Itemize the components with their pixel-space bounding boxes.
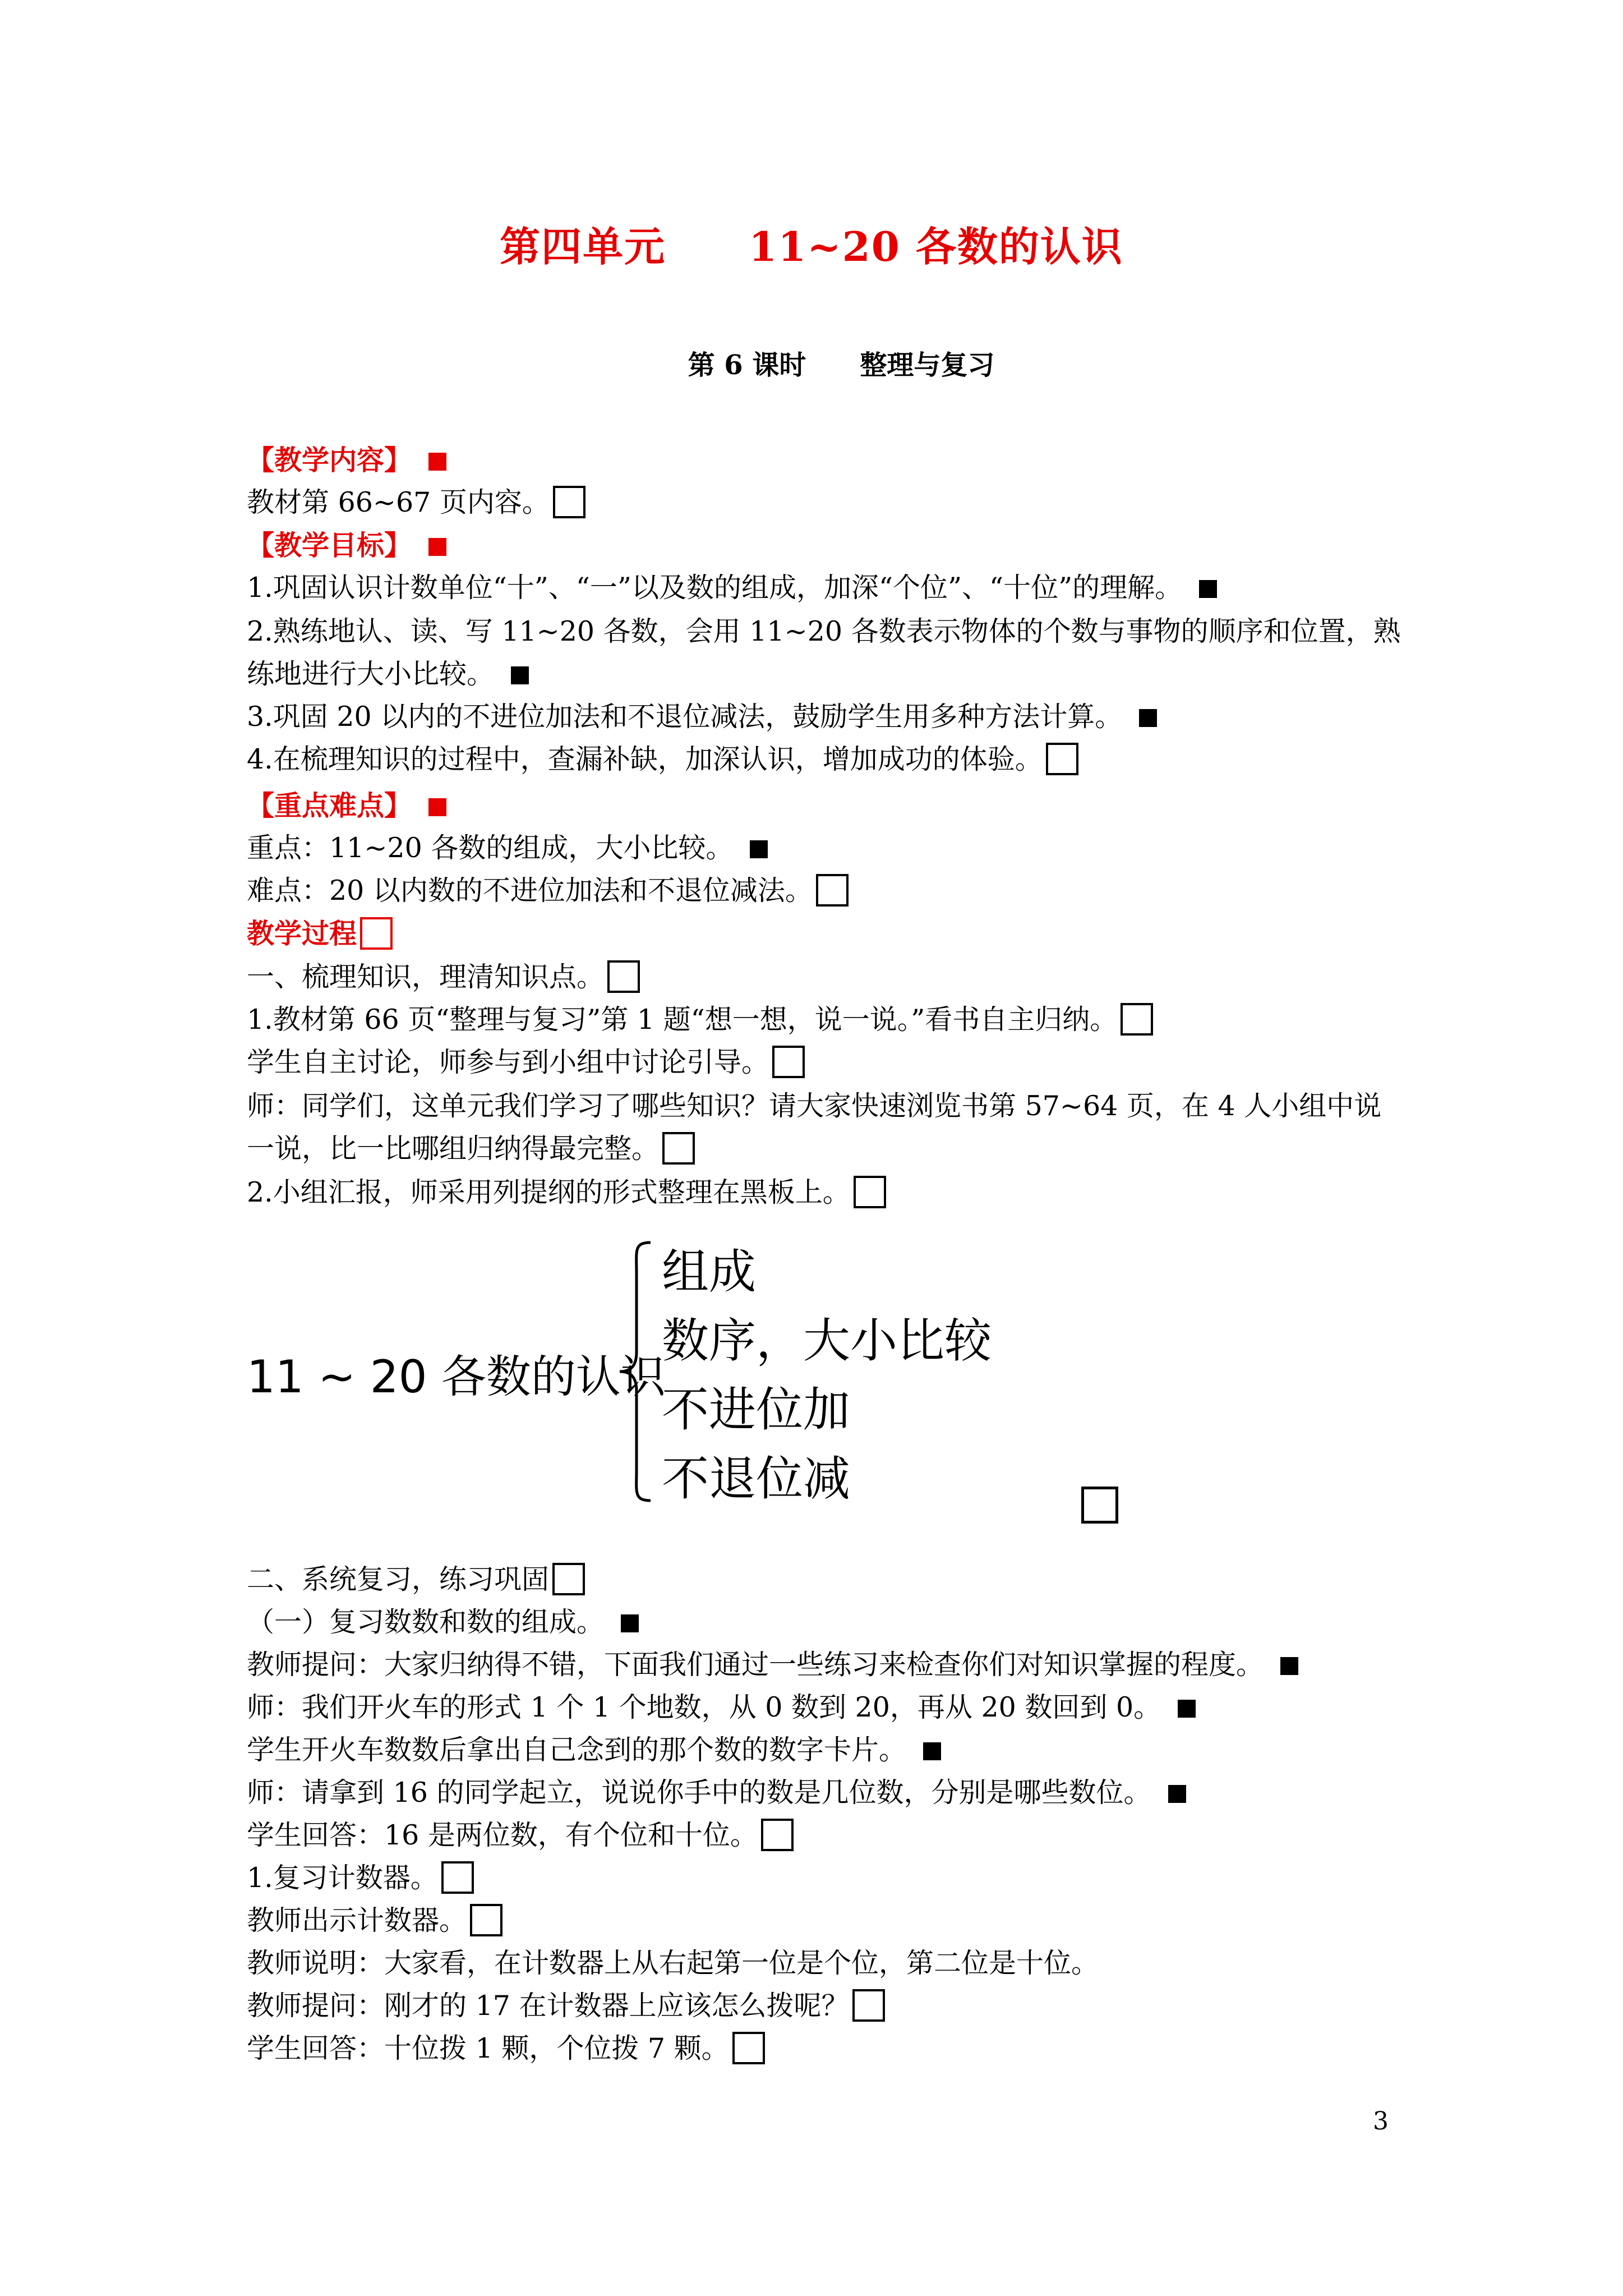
- empty-square-icon: [662, 1132, 695, 1165]
- empty-square-icon: [852, 1989, 885, 2022]
- section-heading: 【重点难点】: [247, 789, 412, 822]
- text-line: [247, 1690, 1196, 1726]
- empty-square-icon: [553, 486, 585, 518]
- line-text: 教师说明：大家看，在计数器上从右起第一位是个位，第二位是十位。: [247, 1947, 1099, 1979]
- text-line: [247, 1945, 1099, 1981]
- line-text: 3.巩固 20 以内的不进位加法和不退位减法，鼓励学生用多种方法计算。: [247, 701, 1123, 733]
- filled-square-icon: [923, 1742, 941, 1760]
- diagram-item-addition: 不进位加: [662, 1382, 851, 1437]
- empty-square-icon: [552, 1563, 585, 1595]
- diagram-item-subtraction: 不退位减: [662, 1451, 851, 1506]
- filled-square-icon: [621, 1614, 639, 1632]
- filled-square-icon: [1168, 1785, 1186, 1803]
- filled-square-icon: [1199, 580, 1217, 598]
- text-line: [247, 873, 849, 909]
- line-text: 一、梳理知识，理清知识点。: [247, 961, 605, 993]
- empty-square-icon: [761, 1819, 794, 1851]
- line-text: 1.巩固认识计数单位“十”、“一”以及数的组成，加深“个位”、“十位”的理解。: [247, 572, 1183, 604]
- text-line: [247, 656, 529, 692]
- red-square-icon: [360, 917, 393, 950]
- line-text: 学生回答：十位拨 1 颗，个位拨 7 颗。: [247, 2032, 729, 2064]
- line-text: 难点：20 以内数的不进位加法和不退位减法。: [247, 875, 813, 907]
- text-line: [247, 1002, 1153, 1038]
- red-filled-square-icon: [428, 538, 446, 556]
- line-text: 教材第 66~67 页内容。: [247, 486, 550, 518]
- text-line: [247, 1045, 805, 1080]
- outline-diagram: [247, 1223, 1032, 1537]
- brace-icon: [617, 1240, 656, 1503]
- line-text: 2.熟练地认、读、写 11~20 各数，会用 11~20 各数表示物体的个数与事物的顺序和位置，熟: [247, 615, 1401, 647]
- text-line: [247, 1562, 585, 1598]
- lesson-subtitle: 第 6 课时 整理与复习: [688, 349, 995, 381]
- empty-square-icon: [854, 1176, 886, 1208]
- filled-square-icon: [1280, 1657, 1298, 1675]
- filled-square-icon: [1139, 709, 1157, 727]
- text-line: [247, 1131, 695, 1167]
- empty-square-icon: [772, 1046, 805, 1078]
- text-line: [247, 830, 768, 866]
- diagram-main-label: 11 ~ 20 各数的认识: [247, 1351, 666, 1403]
- empty-square-icon: [732, 2032, 765, 2064]
- diagram-item-order-compare: 数序，大小比较: [662, 1313, 992, 1368]
- text-line: [247, 485, 585, 521]
- empty-square-icon: [607, 960, 640, 993]
- line-text: 二、系统复习，练习巩固: [247, 1563, 550, 1595]
- line-text: 学生开火车数数后拿出自己念到的那个数的数字卡片。: [247, 1734, 907, 1766]
- empty-square-icon: [1081, 1487, 1118, 1524]
- text-line: [247, 1775, 1186, 1811]
- filled-square-icon: [750, 840, 768, 858]
- text-line: [247, 570, 1217, 606]
- section-heading: 【教学内容】: [247, 444, 412, 476]
- line-text: 学生回答：16 是两位数，有个位和十位。: [247, 1819, 758, 1851]
- text-line: [247, 1175, 886, 1211]
- section-heading: 【教学目标】: [247, 529, 412, 562]
- text-line: [247, 959, 640, 995]
- line-text: 学生自主讨论，师参与到小组中讨论引导。: [247, 1046, 769, 1078]
- text-line: [247, 1604, 639, 1640]
- text-line: [247, 1088, 1381, 1124]
- section-heading: 教学过程: [247, 917, 357, 950]
- line-text: 师：请拿到 16 的同学起立，说说你手中的数是几位数，分别是哪些数位。: [247, 1777, 1151, 1809]
- line-text: 教师提问：刚才的 17 在计数器上应该怎么拨呢？: [247, 1990, 849, 2022]
- text-line: [247, 614, 1401, 650]
- line-text: 1.教材第 66 页“整理与复习”第 1 题“想一想，说一说。”看书自主归纳。: [247, 1004, 1118, 1036]
- page-title: 第四单元 11~20 各数的认识: [500, 223, 1123, 270]
- empty-square-icon: [816, 874, 849, 907]
- empty-square-icon: [441, 1861, 474, 1894]
- red-filled-square-icon: [428, 798, 446, 816]
- empty-square-icon: [1046, 743, 1078, 775]
- page-number: 3: [1373, 2107, 1389, 2136]
- line-text: 1.复习计数器。: [247, 1862, 438, 1894]
- text-line: [247, 788, 446, 824]
- empty-square-icon: [470, 1904, 502, 1936]
- line-text: 教师出示计数器。: [247, 1904, 467, 1936]
- text-line: [247, 2031, 765, 2067]
- text-line: [247, 1860, 474, 1896]
- empty-square-icon: [1121, 1003, 1153, 1036]
- text-line: [247, 1903, 502, 1939]
- text-line: [247, 527, 446, 564]
- red-filled-square-icon: [428, 453, 446, 471]
- text-line: [247, 1732, 941, 1768]
- filled-square-icon: [511, 666, 529, 684]
- filled-square-icon: [1178, 1700, 1196, 1718]
- line-text: 2.小组汇报，师采用列提纲的形式整理在黑板上。: [247, 1176, 850, 1208]
- line-text: （一）复习数数和数的组成。: [247, 1606, 605, 1638]
- line-text: 一说，比一比哪组归纳得最完整。: [247, 1133, 660, 1165]
- line-text: 师：我们开火车的形式 1 个 1 个地数，从 0 数到 20，再从 20 数回到 0。: [247, 1691, 1161, 1723]
- text-line: [247, 1647, 1298, 1683]
- text-line: [247, 1988, 885, 2024]
- line-text: 4.在梳理知识的过程中，查漏补缺，加深认识，增加成功的体验。: [247, 743, 1043, 775]
- line-text: 教师提问：大家归纳得不错，下面我们通过一些练习来检查你们对知识掌握的程度。: [247, 1649, 1264, 1681]
- text-line: [247, 915, 393, 952]
- text-line: [247, 699, 1157, 735]
- text-line: [247, 742, 1078, 777]
- line-text: 重点：11~20 各数的组成，大小比较。: [247, 832, 734, 864]
- text-line: [247, 442, 446, 478]
- text-line: [247, 1818, 794, 1853]
- line-text: 练地进行大小比较。: [247, 658, 495, 690]
- line-text: 师：同学们，这单元我们学习了哪些知识？请大家快速浏览书第 57~64 页，在 4 人小组中说: [247, 1090, 1382, 1122]
- diagram-item-composition: 组成: [662, 1244, 757, 1299]
